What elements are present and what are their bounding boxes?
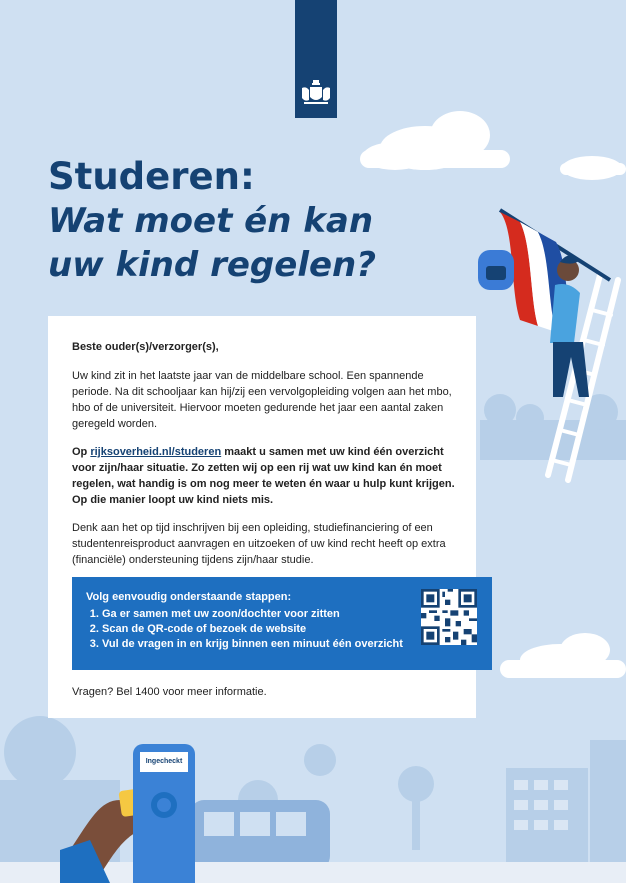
steps-box (72, 577, 492, 670)
paragraph-website (72, 444, 456, 508)
step-item: 2. Scan de QR-code of bezoek de website (102, 622, 403, 637)
greeting: Beste ouder(s)/verzorger(s), (72, 341, 219, 353)
title-line-1: Studeren: (48, 155, 255, 198)
step-item: 3. Vul de vragen in en krijg binnen een minuut één overzicht (102, 637, 403, 652)
skyline-windows (514, 780, 568, 830)
title-line-2: Wat moet én kan (48, 201, 374, 241)
steps-heading: Volg eenvoudig onderstaande stappen: (86, 591, 292, 603)
qr-code-icon[interactable] (421, 589, 477, 645)
paragraph-reminder: Denk aan het op tijd inschrijven bij een opleiding, studiefinanciering of een studentenreisproduct aanvragen en uitzoeken of uw kind recht heeft op extra (financiële) ondersteuning tijdens zijn/haar studie. (72, 522, 446, 566)
title-line-3: uw kind regelen? (48, 245, 376, 285)
paragraph-intro: Uw kind zit in het laatste jaar van de middelbare school. Een spannende periode. Na dit schooljaar kan hij/zij een vervolgopleiding volgen aan het mbo, hbo of de universiteit. Hiervoor moeten gedurende het jaar een aantal zaken geregeld worden. (72, 370, 452, 430)
checkin-screen: Ingecheckt (140, 752, 188, 772)
tram (190, 800, 330, 870)
page-title (48, 155, 376, 287)
letter-card (48, 316, 476, 718)
checkin-pole (133, 744, 195, 883)
logo-band (295, 0, 337, 118)
step-item: 1. Ga er samen met uw zoon/dochter voor zitten (102, 607, 403, 622)
crest-icon (300, 78, 332, 106)
paragraph-website-rest: maakt u samen met uw kind één overzicht voor zijn/haar situatie. Zo zetten wij op een rij wat uw kind kan én moet regelen, wat handig is om nog meer te weten én waar u hulp kunt krijgen. Op die manier loopt uw kind niets mis. (72, 446, 455, 506)
website-link[interactable]: rijksoverheid.nl/studeren (90, 446, 222, 458)
steps-list (86, 607, 403, 652)
closing-line: Vragen? Bel 1400 voor meer informatie. (72, 686, 267, 698)
paragraph-website-prefix: Op (72, 446, 91, 458)
card-reader-icon (149, 790, 179, 820)
